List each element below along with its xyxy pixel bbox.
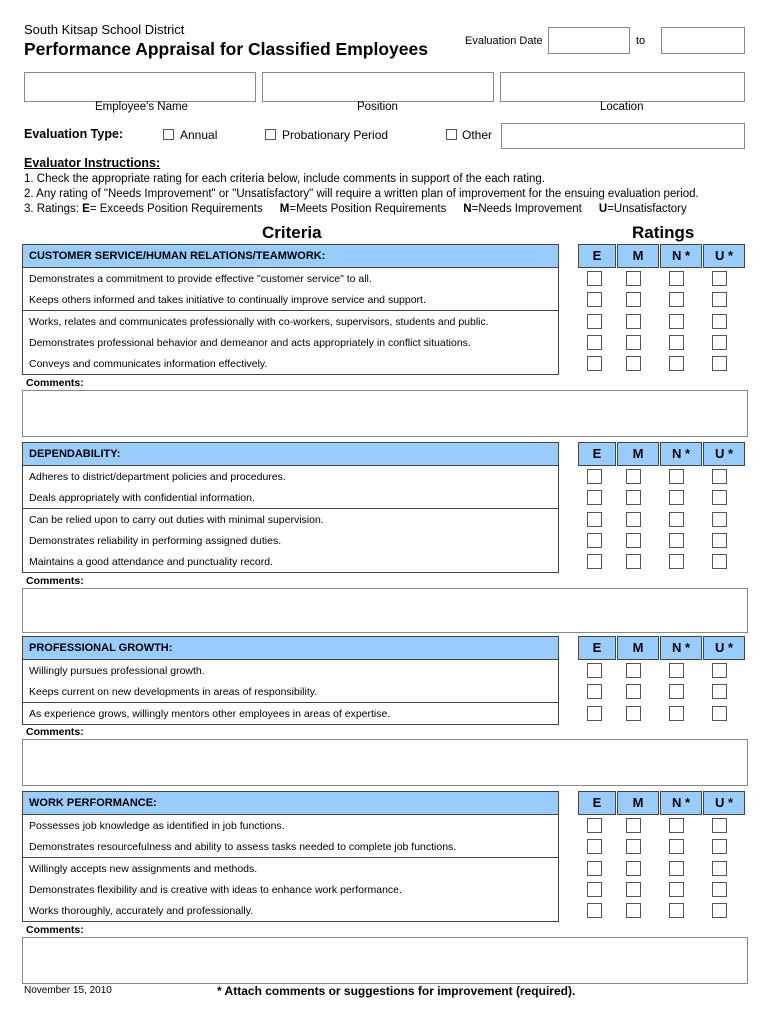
rating-checkbox-n[interactable] [669,271,684,286]
rating-checkbox-n[interactable] [669,469,684,484]
rating-checkbox-n[interactable] [669,818,684,833]
rating-checkbox-m[interactable] [626,335,641,350]
rating-checkbox-u[interactable] [712,533,727,548]
instructions-title: Evaluator Instructions: [24,156,161,170]
rating-checkbox-e[interactable] [587,861,602,876]
rating-header-3: U * [703,636,745,660]
rating-header-1: M [617,791,659,815]
rating-checkbox-u[interactable] [712,335,727,350]
rating-checkbox-e[interactable] [587,903,602,918]
rating-checkbox-n[interactable] [669,684,684,699]
comments-label: Comments: [26,923,84,936]
comments-field[interactable] [22,739,748,786]
ratings-title: Ratings [632,223,695,242]
rating-text-m: =Meets Position Requirements [289,203,447,215]
rating-checkbox-n[interactable] [669,314,684,329]
rating-header-1: M [617,636,659,660]
rating-checkbox-n[interactable] [669,356,684,371]
rating-checkbox-e[interactable] [587,490,602,505]
rating-header-0: E [578,442,616,466]
rating-checkbox-m[interactable] [626,861,641,876]
section-3 [22,791,748,991]
rating-checkbox-e[interactable] [587,533,602,548]
criteria-row: Demonstrates a commitment to provide effective "customer service" to all. [22,268,559,290]
probationary-checkbox[interactable] [265,129,276,140]
to-label: to [636,35,646,47]
rating-header-3: U * [703,442,745,466]
rating-checkbox-u[interactable] [712,554,727,569]
criteria-row: Deals appropriately with confidential information. [22,487,559,509]
section-header: WORK PERFORMANCE: [22,791,559,815]
criteria-row: Keeps current on new developments in areas of responsibility. [22,681,559,703]
instruction-2: 2. Any rating of "Needs Improvement" or "Unsatisfactory" will require a written plan of improvement for the ensuing evaluation period. [24,188,699,200]
section-header: CUSTOMER SERVICE/HUMAN RELATIONS/TEAMWORK: [22,244,559,268]
rating-checkbox-m[interactable] [626,554,641,569]
rating-checkbox-u[interactable] [712,314,727,329]
rating-code-u: U [598,203,608,215]
rating-checkbox-e[interactable] [587,706,602,721]
rating-header-3: U * [703,791,745,815]
rating-checkbox-n[interactable] [669,882,684,897]
rating-checkbox-e[interactable] [587,469,602,484]
rating-checkbox-n[interactable] [669,903,684,918]
evaluation-date-label: Evaluation Date [465,35,543,47]
rating-checkbox-n[interactable] [669,554,684,569]
rating-checkbox-m[interactable] [626,469,641,484]
criteria-row: Can be relied upon to carry out duties with minimal supervision. [22,509,559,531]
rating-checkbox-u[interactable] [712,271,727,286]
criteria-row: Possesses job knowledge as identified in job functions. [22,815,559,837]
rating-checkbox-m[interactable] [626,533,641,548]
comments-label: Comments: [26,376,84,389]
rating-checkbox-e[interactable] [587,292,602,307]
rating-checkbox-u[interactable] [712,706,727,721]
rating-checkbox-u[interactable] [712,356,727,371]
rating-checkbox-n[interactable] [669,490,684,505]
criteria-row: Keeps others informed and takes initiative to continually improve service and support. [22,289,559,311]
criteria-title: Criteria [262,223,322,242]
rating-checkbox-m[interactable] [626,839,641,854]
section-header: DEPENDABILITY: [22,442,559,466]
other-checkbox[interactable] [446,129,457,140]
criteria-row: Willingly accepts new assignments and methods. [22,858,559,880]
rating-header-1: M [617,442,659,466]
rating-checkbox-m[interactable] [626,490,641,505]
location-field[interactable] [500,72,745,102]
position-field[interactable] [262,72,494,102]
rating-text-n: =Needs Improvement [471,203,582,215]
rating-checkbox-n[interactable] [669,533,684,548]
rating-checkbox-m[interactable] [626,663,641,678]
rating-header-0: E [578,791,616,815]
rating-checkbox-m[interactable] [626,903,641,918]
footer-note: * Attach comments or suggestions for improvement (required). [217,984,576,998]
section-1 [22,442,748,642]
criteria-row: Demonstrates professional behavior and demeanor and acts appropriately in conflict situations. [22,332,559,354]
rating-text-u: =Unsatisfactory [607,203,687,215]
rating-checkbox-e[interactable] [587,882,602,897]
criteria-row: As experience grows, willingly mentors other employees in areas of expertise. [22,703,559,725]
criteria-row: Adheres to district/department policies and procedures. [22,466,559,488]
criteria-row: Works, relates and communicates professionally with co-workers, supervisors, students and public. [22,311,559,333]
rating-checkbox-n[interactable] [669,663,684,678]
section-header: PROFESSIONAL GROWTH: [22,636,559,660]
evaluation-date-to-field[interactable] [661,27,745,54]
rating-checkbox-m[interactable] [626,818,641,833]
rating-header-3: U * [703,244,745,268]
position-label: Position [357,101,398,113]
rating-checkbox-e[interactable] [587,335,602,350]
rating-checkbox-u[interactable] [712,490,727,505]
annual-label: Annual [180,128,218,142]
evaluation-type-label: Evaluation Type: [24,127,124,141]
criteria-row: Demonstrates flexibility and is creative with ideas to enhance work performance. [22,879,559,901]
rating-checkbox-e[interactable] [587,271,602,286]
other-field[interactable] [501,123,745,149]
location-label: Location [600,101,644,113]
rating-checkbox-u[interactable] [712,818,727,833]
rating-header-2: N * [660,791,702,815]
rating-code-n: N [463,203,472,215]
rating-checkbox-e[interactable] [587,818,602,833]
rating-checkbox-e[interactable] [587,512,602,527]
rating-checkbox-e[interactable] [587,839,602,854]
employee-name-label: Employee's Name [95,101,188,113]
rating-checkbox-e[interactable] [587,684,602,699]
rating-checkbox-m[interactable] [626,512,641,527]
comments-field[interactable] [22,588,748,633]
rating-checkbox-m[interactable] [626,684,641,699]
rating-checkbox-u[interactable] [712,512,727,527]
rating-checkbox-m[interactable] [626,706,641,721]
rating-checkbox-u[interactable] [712,663,727,678]
instruction-1: 1. Check the appropriate rating for each criteria below, include comments in support of the each rating. [24,173,545,185]
comments-field[interactable] [22,937,748,984]
criteria-row: Conveys and communicates information effectively. [22,353,559,375]
rating-checkbox-n[interactable] [669,512,684,527]
instruction-3-prefix: 3. Ratings: [24,203,83,215]
footer-date: November 15, 2010 [24,985,112,996]
rating-checkbox-e[interactable] [587,554,602,569]
section-0 [22,244,748,444]
rating-checkbox-n[interactable] [669,861,684,876]
comments-label: Comments: [26,725,84,738]
rating-checkbox-e[interactable] [587,663,602,678]
instruction-3 [24,203,687,215]
rating-checkbox-n[interactable] [669,335,684,350]
rating-checkbox-m[interactable] [626,882,641,897]
rating-checkbox-n[interactable] [669,839,684,854]
rating-header-2: N * [660,636,702,660]
rating-checkbox-u[interactable] [712,469,727,484]
rating-checkbox-m[interactable] [626,314,641,329]
rating-checkbox-u[interactable] [712,861,727,876]
rating-checkbox-e[interactable] [587,314,602,329]
form-title: Performance Appraisal for Classified Employees [24,39,428,59]
comments-field[interactable] [22,390,748,437]
other-label: Other [462,128,493,142]
rating-checkbox-u[interactable] [712,839,727,854]
criteria-row: Demonstrates reliability in performing assigned duties. [22,530,559,552]
rating-header-2: N * [660,442,702,466]
rating-header-1: M [617,244,659,268]
rating-checkbox-u[interactable] [712,292,727,307]
probationary-label: Probationary Period [282,128,389,142]
rating-checkbox-u[interactable] [712,684,727,699]
rating-checkbox-m[interactable] [626,292,641,307]
rating-checkbox-m[interactable] [626,271,641,286]
rating-checkbox-e[interactable] [587,356,602,371]
comments-label: Comments: [26,574,84,587]
rating-checkbox-u[interactable] [712,903,727,918]
rating-checkbox-n[interactable] [669,292,684,307]
rating-code-m: M [279,203,290,215]
criteria-row: Willingly pursues professional growth. [22,660,559,682]
employee-name-field[interactable] [24,72,256,102]
criteria-row: Demonstrates resourcefulness and ability to assess tasks needed to complete job functions. [22,836,559,858]
district-name: South Kitsap School District [24,22,185,37]
criteria-row: Maintains a good attendance and punctuality record. [22,551,559,573]
rating-checkbox-n[interactable] [669,706,684,721]
criteria-row: Works thoroughly, accurately and professionally. [22,900,559,922]
annual-checkbox[interactable] [163,129,174,140]
rating-code-e: E [82,203,90,215]
rating-header-0: E [578,636,616,660]
rating-header-0: E [578,244,616,268]
rating-checkbox-u[interactable] [712,882,727,897]
evaluation-date-from-field[interactable] [548,27,630,54]
rating-checkbox-m[interactable] [626,356,641,371]
rating-text-e: = Exceeds Position Requirements [89,203,263,215]
rating-header-2: N * [660,244,702,268]
